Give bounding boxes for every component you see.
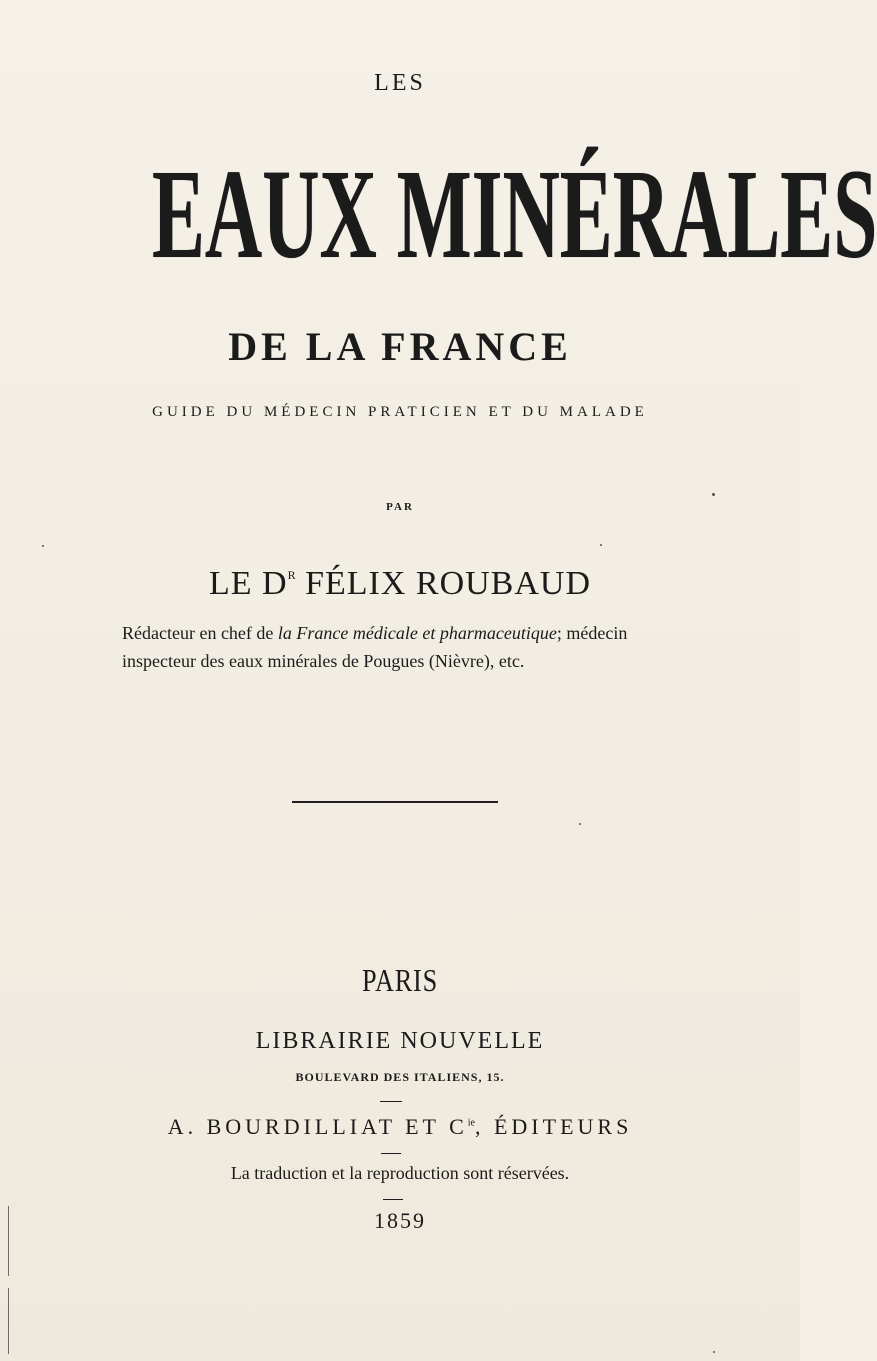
- publisher-house: LIBRAIRIE NOUVELLE: [255, 1028, 545, 1054]
- print-speck: [42, 545, 44, 547]
- author-description-line-2: inspecteur des eaux minérales de Pougues (Nièvre), etc.: [122, 651, 525, 671]
- subtitle: GUIDE DU MÉDECIN PRATICIEN ET DU MALADE: [152, 404, 648, 420]
- rights-notice: La traduction et la reproduction sont réservées.: [230, 1163, 570, 1183]
- publisher-prefix: A. BOURDILLIAT ET C: [167, 1114, 468, 1139]
- page-edge-line: [8, 1288, 9, 1354]
- print-speck: [712, 493, 715, 496]
- publisher-superscript: ie: [467, 1117, 475, 1129]
- print-speck: [713, 1351, 715, 1353]
- publication-year: 1859: [374, 1208, 426, 1233]
- print-speck: [600, 544, 602, 546]
- description-line-1-prefix: Rédacteur en chef de: [122, 623, 278, 643]
- author-prefix: LE D: [208, 565, 288, 602]
- author-description-line-1: [122, 619, 682, 647]
- publisher-address: BOULEVARD DES ITALIENS, 15.: [295, 1070, 505, 1084]
- publisher-suffix: , ÉDITEURS: [474, 1114, 633, 1139]
- print-speck: [579, 823, 581, 825]
- imprint-city: PARIS: [361, 962, 439, 998]
- separator-rule: [292, 801, 498, 803]
- separator-small-2: [381, 1153, 401, 1154]
- author-name: FÉLIX ROUBAUD: [305, 565, 592, 602]
- journal-title: la France médicale et pharmaceutique: [277, 623, 557, 643]
- author-line: [0, 565, 800, 603]
- title-bottom-text: DE LA FRANCE: [228, 324, 572, 369]
- by-line: PAR: [386, 501, 414, 513]
- separator-small-3: [383, 1199, 403, 1200]
- page-edge-line: [8, 1206, 9, 1276]
- description-line-1-suffix: ; médecin: [556, 623, 628, 643]
- separator-small-1: [380, 1101, 402, 1102]
- publisher-line: [0, 1114, 800, 1140]
- title-top-text: LES: [374, 70, 426, 96]
- author-title-superscript: R: [287, 568, 296, 582]
- main-title: EAUX MINÉRALES: [152, 143, 877, 285]
